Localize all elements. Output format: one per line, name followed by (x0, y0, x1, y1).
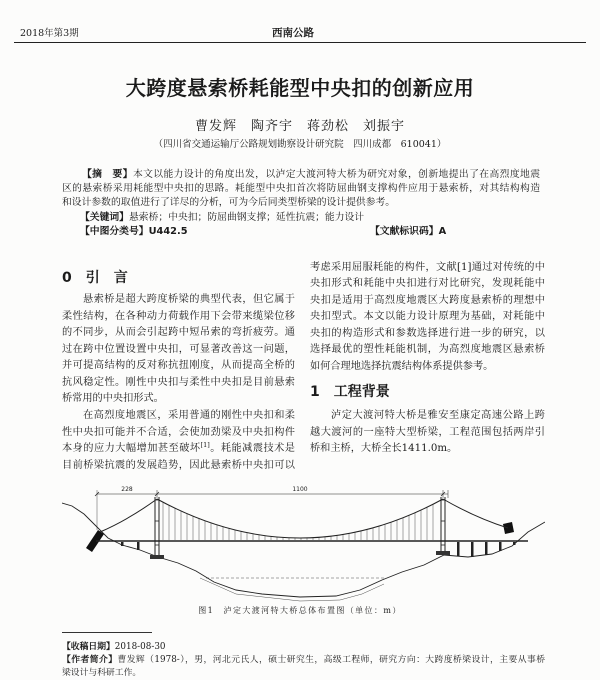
intro-para2-line: 选择最优的塑性耗能机制，为高烈度地震区悬索桥 (310, 344, 545, 355)
line-text: 本身的应力大幅增加甚至破坏 (62, 443, 201, 454)
keywords-line (80, 211, 540, 225)
footnote-rule (62, 632, 152, 633)
author-bio-label: 【作者简介】 (62, 655, 118, 665)
main-cable (157, 499, 443, 538)
abstract-line: 和设计参数的取值进行了详尽的分析，可为今后同类型桥梁的设计提供参考。 (62, 197, 396, 208)
clc-label: 【中图分类号】 (80, 226, 149, 237)
line-text: 。耗能减震技术是 (209, 443, 295, 454)
right-tower (436, 497, 450, 555)
section-heading-introduction: 0 引 言 (62, 270, 128, 286)
document-code-value: A (438, 226, 447, 237)
side-span-dimension-label: 228 (121, 486, 133, 493)
figure-caption: 图1 泸定大渡河特大桥总体布置图（单位：m） (198, 606, 402, 615)
background-para-line: 桥和主桥，大桥全长1411.0m。 (310, 443, 458, 454)
abstract-label: 【摘 要】 (82, 169, 133, 180)
author-list: 曹发辉 陶齐宇 蒋劲松 刘振宇 (194, 119, 405, 134)
intro-para1-line: 抗风稳定性。刚性中央扣与柔性中央扣是目前悬索 (62, 377, 295, 388)
abstract-line: 区的悬索桥采用耗能型中央扣的思路。耗能型中央扣首次将防屈曲钢支撑构件应用于悬索桥，对其结构构造 (62, 183, 540, 194)
intro-para1-line: 悬索桥是超大跨度桥梁的典型代表，但它属于 (83, 294, 295, 305)
paper-title: 大跨度悬索桥耗能型中央扣的创新应用 (125, 76, 475, 100)
header-journal-name: 西南公路 (272, 27, 314, 39)
citation-ref: [1] (200, 441, 210, 449)
intro-para2-line: 在高烈度地震区，采用普通的刚性中央扣和柔 (83, 410, 295, 421)
right-side-cable (443, 499, 508, 528)
intro-para1-line: 过在跨中位置设置中央扣，可显著改善这一问题， (62, 344, 295, 355)
hanger-group (163, 502, 433, 540)
intro-para1-line: 并可提高结构的反对称抗扭刚度，从而提高全桥的 (62, 360, 295, 371)
section-heading-background: 1 工程背景 (310, 384, 390, 400)
intro-para2-line (62, 441, 295, 457)
left-tower (150, 497, 164, 559)
document-code-label: 【文献标识码】 (370, 226, 439, 237)
background-para-line: 泸定大渡河特大桥是雅安至康定高速公路上跨 (331, 410, 545, 421)
keywords-label: 【关键词】 (80, 212, 129, 223)
right-anchorage (503, 522, 514, 534)
clc-value: U442.5 (148, 226, 188, 237)
header-issue: 2018年第3期 (20, 28, 79, 39)
intro-para2-line: 央扣是适用于高烈度地震区大跨度悬索桥的理想中 (310, 295, 545, 306)
intro-para2-line: 目前桥梁抗震的发展趋势，因此悬索桥中央扣可以 (62, 460, 295, 471)
clc-number (80, 225, 330, 239)
background-para-line: 越大渡河的一座特大型桥梁，工程范围包括两岸引 (310, 427, 545, 438)
abstract-line (82, 168, 540, 182)
author-bio-text: 曹发辉（1978-），男，河北元氏人，硕士研究生，高级工程师，研究方向：大跨度桥梁设计，主要从事桥 (117, 655, 545, 665)
intro-para2-line: 考虑采用屈服耗能的构件，文献[1]通过对传统的中 (310, 262, 545, 273)
author-bio-line: 梁设计与科研工作。 (62, 668, 142, 678)
left-side-cable (100, 499, 157, 532)
received-date-line (62, 641, 362, 653)
received-label: 【收稿日期】 (62, 642, 115, 652)
bridge-elevation-figure (62, 478, 545, 603)
right-approach-piers (457, 542, 516, 557)
intro-para2-line: 央扣形式和耗能中央扣进行对比研究，发现耗能中 (310, 278, 545, 289)
intro-para1-line: 桥常用的中央扣形式。 (62, 393, 164, 404)
received-date: 2018-08-30 (114, 642, 166, 652)
intro-para1-line: 柔性结构，在各种动力荷载作用下会带来缆梁位移 (62, 311, 295, 322)
intro-para2-line: 如何合理地选择抗震结构体系提供参考。 (310, 361, 494, 372)
riverbed-line (200, 578, 384, 601)
header-rule (14, 42, 586, 43)
intro-para2-line: 性中央扣可能并不合适，会使加劲梁及中央扣构件 (62, 427, 295, 438)
keywords-text: 悬索桥；中央扣；防屈曲钢支撑；延性抗震；能力设计 (128, 212, 365, 223)
intro-para2-line: 央扣型式。本文以能力设计原理为基础，对耗能中 (310, 311, 545, 322)
intro-para2-line: 央扣的构造形式和参数选择进行进一步的研究，以 (310, 328, 545, 339)
abstract-text: 本文以能力设计的角度出发，以泸定大渡河特大桥为研究对象，创新地提出了在高烈度地震 (132, 169, 540, 180)
intro-para1-line: 的不同步，从而会引起跨中短吊索的弯折疲劳。通 (62, 327, 295, 338)
author-bio-line (62, 654, 545, 666)
document-code (370, 225, 540, 239)
main-span-dimension-label: 1100 (292, 486, 308, 493)
affiliation: （四川省交通运输厅公路规划勘察设计研究院 四川成都 610041） (153, 139, 447, 150)
